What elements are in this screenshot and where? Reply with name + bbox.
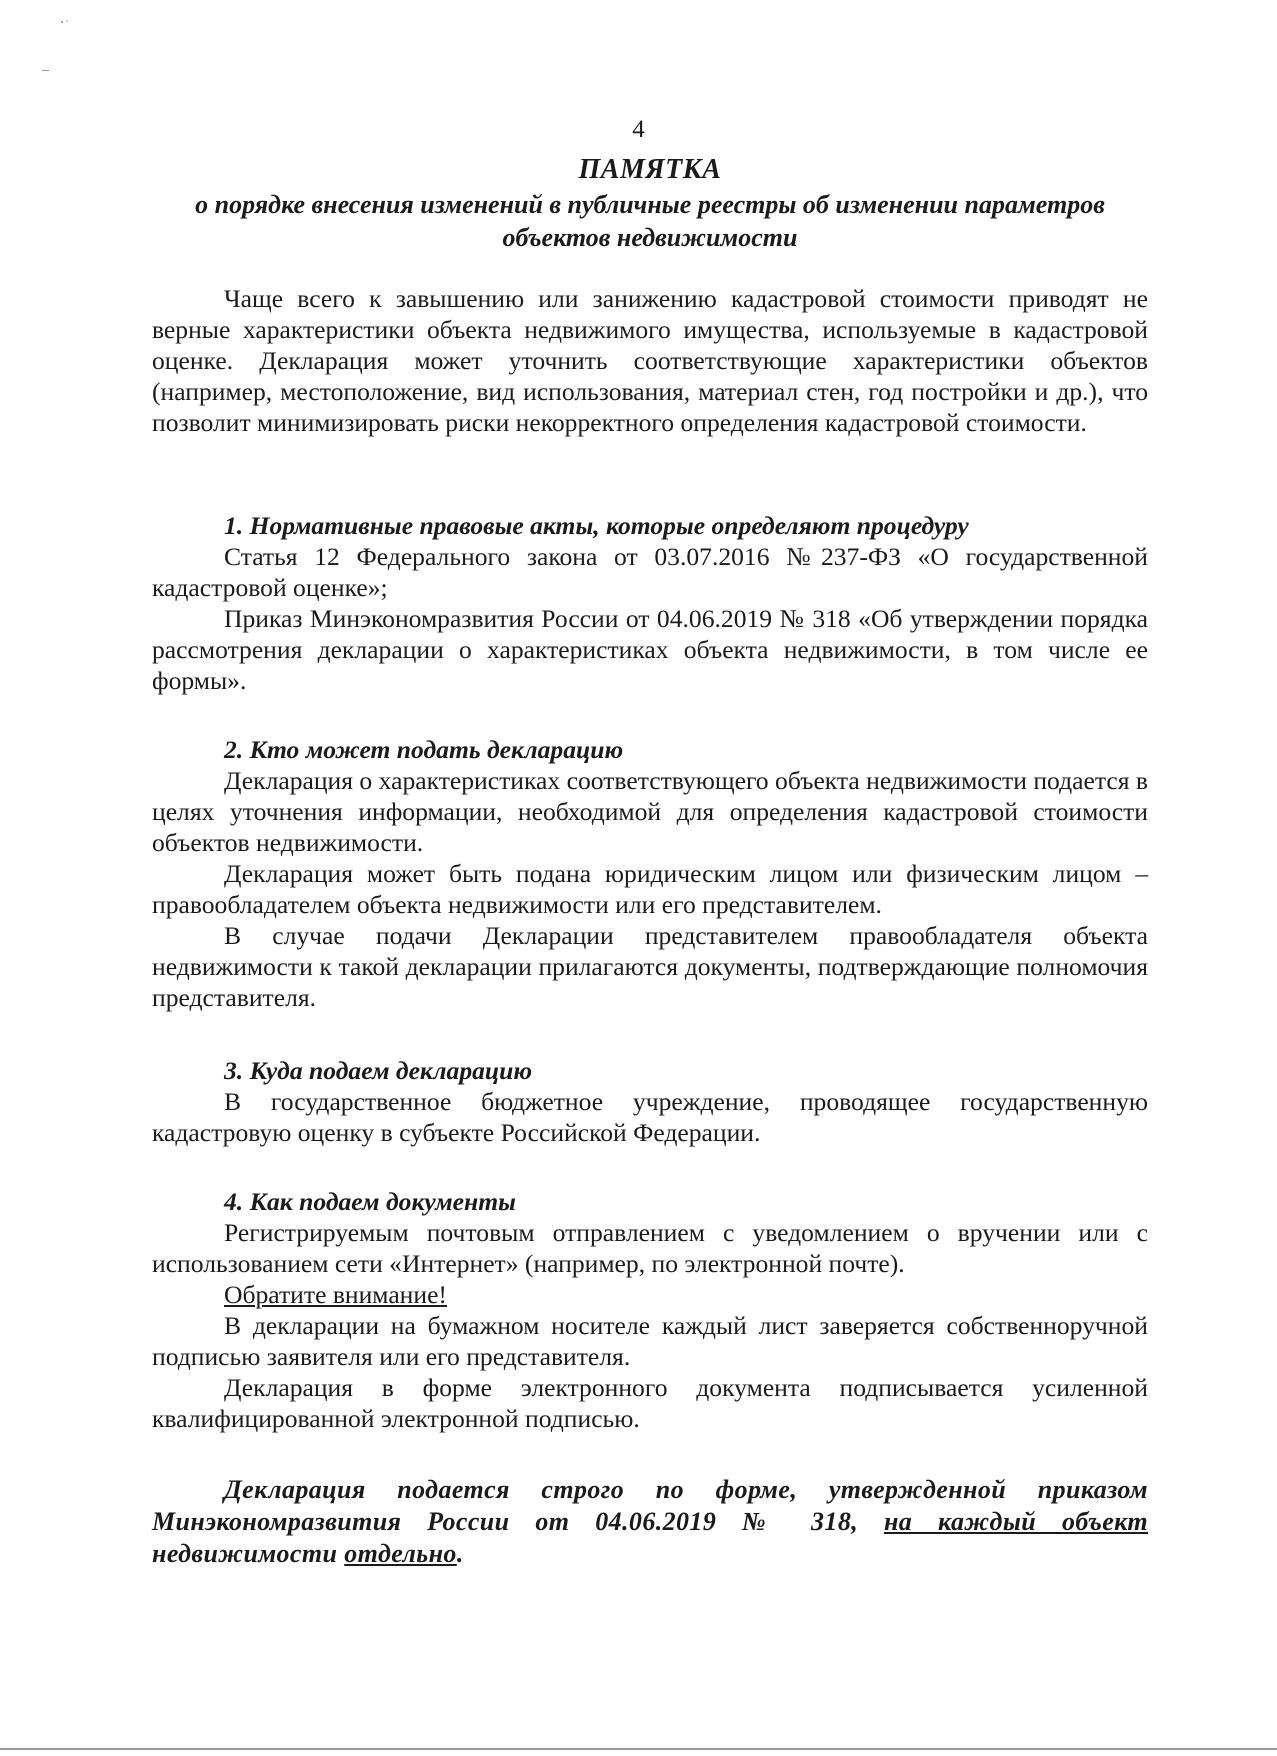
attention-note-line [152,1279,1148,1310]
scan-noise-marks [40,18,80,78]
scan-edge-line [0,1748,1277,1750]
document-title: ПАМЯТКА [578,154,722,185]
section-4-paragraph-1: Регистрируемым почтовым отправлением с уведомлением о вручении или с использованием сети «Интернет» (например, по электронной почте). [152,1218,1148,1278]
final-note-text: Декларация подается строго по форме, утвержденной приказом Минэкономразвития России от 04.06.2019 № 318, [152,1475,1148,1536]
page-number: 4 [632,116,645,143]
attention-note: Обратите внимание! [224,1280,447,1309]
intro-paragraph: Чаще всего к завышению или занижению кадастровой стоимости приводят не верные характеристики объекта недвижимого имущества, используемые в кадастровой оценке. Декларация может уточнить соответствующие характеристики объектов (например, местоположение, вид использования, материал стен, год постройки и др.), что позволит минимизировать риски некорректного определения кадастровой стоимости. [152,284,1148,437]
intro-block [152,283,1148,438]
final-note-property: недвижимости [152,1539,345,1568]
section-3-heading: 3. Куда подаем декларацию [224,1056,533,1085]
section-4-paragraph-3: Декларация в форме электронного документа подписывается усиленной квалифицированной электронной подписью. [152,1373,1148,1433]
section-2-paragraph-1: Декларация о характеристиках соответствующего объекта недвижимости подается в целях уточнения информации, необходимой для определения кадастровой стоимости объектов недвижимости. [152,766,1148,857]
section-1-paragraph-2: Приказ Минэкономразвития России от 04.06.2019 № 318 «Об утверждении порядка рассмотрения декларации о характеристиках объекта недвижимости, в том числе ее формы». [152,604,1148,695]
section-2 [152,734,1148,1013]
section-1-heading: 1. Нормативные правовые акты, которые определяют процедуру [224,511,969,540]
final-note-separately: отдельно [344,1539,457,1568]
section-2-heading: 2. Кто может подать декларацию [224,735,624,764]
final-note [152,1474,1148,1570]
section-3 [152,1055,1148,1148]
section-4 [152,1186,1148,1434]
section-1 [152,510,1148,696]
section-1-paragraph-1: Статья 12 Федерального закона от 03.07.2016 №237-ФЗ «О государственной кадастровой оценке»; [152,542,1148,602]
section-4-paragraph-2: В декларации на бумажном носителе каждый лист заверяется собственноручной подписью заявителя или его представителя. [152,1311,1148,1371]
section-2-paragraph-3: В случае подачи Декларации представителем правообладателя объекта недвижимости к такой декларации прилагаются документы, подтверждающие полномочия представителя. [152,921,1148,1012]
section-3-paragraph-1: В государственное бюджетное учреждение, проводящее государственную кадастровую оценку в субъекте Российской Федерации. [152,1087,1148,1147]
subtitle-line-1: о порядке внесения изменений в публичные реестры об изменении параметров [195,190,1105,219]
section-4-heading: 4. Как подаем документы [224,1187,516,1216]
final-note-period: . [456,1539,464,1568]
section-2-paragraph-2: Декларация может быть подана юридическим лицом или физическим лицом – правообладателем объекта недвижимости или его представителем. [152,859,1148,919]
document-subtitle [150,188,1150,254]
subtitle-line-2: объектов недвижимости [502,223,798,252]
final-note-per-object: на каждый объект [883,1507,1148,1536]
